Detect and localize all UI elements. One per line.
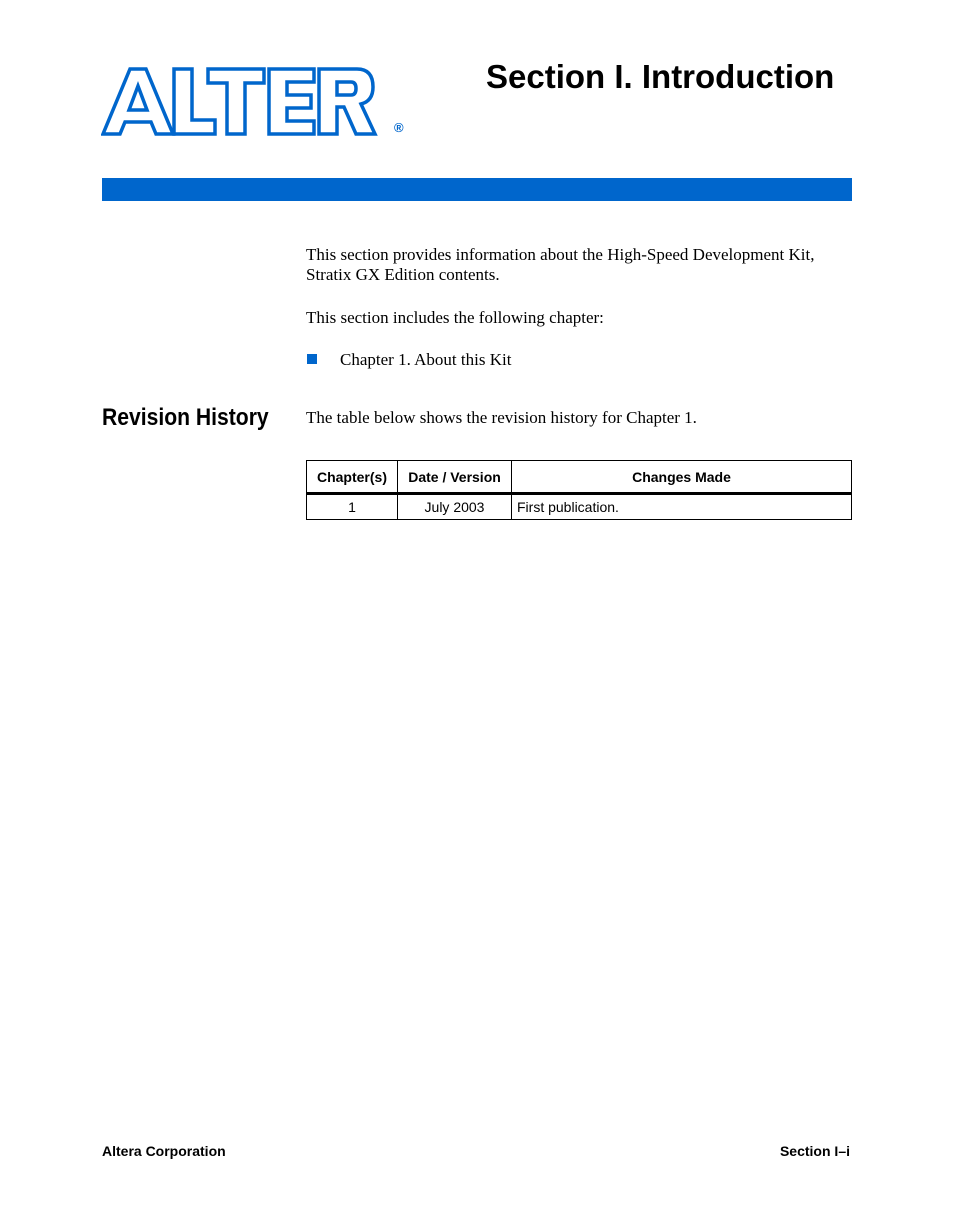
includes-paragraph: This section includes the following chapter:	[306, 308, 604, 327]
column-header-date: Date / Version	[398, 461, 512, 494]
cell-changes: First publication.	[512, 494, 852, 520]
column-header-chapter: Chapter(s)	[307, 461, 398, 494]
revision-table	[306, 460, 852, 520]
square-bullet-icon	[307, 354, 317, 364]
chapter-link-text: Chapter 1. About this Kit	[340, 350, 512, 369]
cell-date: July 2003	[398, 494, 512, 520]
revision-history-heading: Revision History	[102, 404, 269, 431]
cell-chapter: 1	[307, 494, 398, 520]
revision-intro-text: The table below shows the revision history for Chapter 1.	[306, 408, 697, 427]
title-rule-bar	[102, 178, 852, 201]
footer-page-number: Section I–i	[779, 1143, 850, 1159]
altera-logo	[101, 66, 411, 138]
footer-company: Altera Corporation	[102, 1143, 226, 1159]
intro-paragraph: This section provides information about the High-Speed Development Kit, Stratix GX Edition contents.	[306, 245, 815, 284]
page-title: Section I. Introduction	[486, 58, 835, 95]
table-header-row	[307, 461, 852, 494]
table-row	[307, 494, 852, 520]
column-header-changes: Changes Made	[512, 461, 852, 494]
svg-text:®: ®	[394, 120, 404, 135]
